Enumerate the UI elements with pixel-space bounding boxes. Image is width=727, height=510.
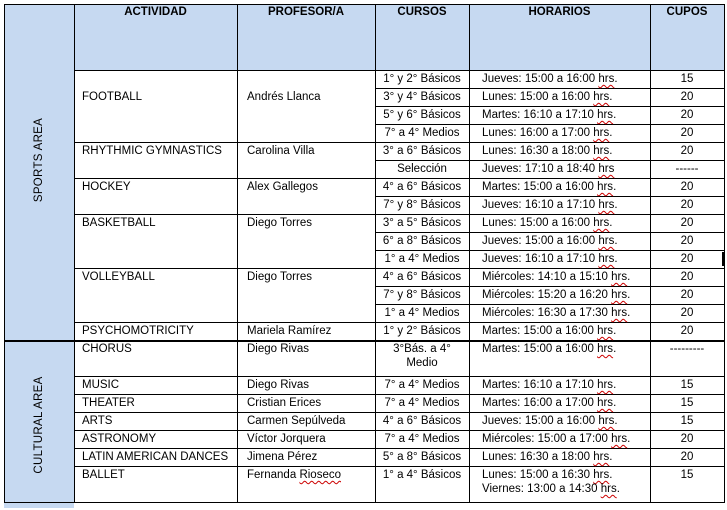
- course-cell: 7° a 4° Medios: [384, 127, 460, 139]
- activity-cell: FOOTBALL: [82, 91, 143, 103]
- header-actividad: ACTIVIDAD: [124, 6, 187, 18]
- row-line: [375, 160, 724, 161]
- sports-area-label: SPORTS AREA: [33, 117, 45, 203]
- cupos-cell: 20: [680, 235, 694, 247]
- row-line: [375, 232, 724, 233]
- course-cell: 1° y 2° Básicos: [383, 325, 461, 337]
- row-line: [74, 178, 724, 179]
- cupos-cell: 20: [680, 253, 694, 265]
- header-cursos: CURSOS: [397, 6, 447, 18]
- schedule-cell: [482, 468, 620, 496]
- time-text: Lunes: 16:00 a 17:00: [482, 127, 594, 139]
- time-tail: .: [614, 415, 618, 427]
- schedule-cell: [482, 396, 616, 410]
- time-tail: .: [614, 235, 618, 247]
- time-text: Jueves: 15:00 a 16:00: [482, 235, 599, 247]
- cupos-cell: 20: [680, 217, 694, 229]
- course-cell: 1° a 4° Básicos: [382, 469, 462, 481]
- course-cell: 7° y 8° Básicos: [383, 289, 461, 301]
- activities-schedule-table: [4, 4, 724, 508]
- row-line: [375, 250, 724, 251]
- course-cell: 4° a 6° Básicos: [382, 181, 462, 193]
- time-text: Lunes: 16:30 a 18:00: [482, 451, 594, 463]
- row-line: [375, 88, 724, 89]
- row-line: [74, 394, 724, 395]
- course-cell: 3° y 4° Básicos: [383, 91, 461, 103]
- time-unit: hrs: [593, 469, 610, 481]
- teacher-cell: Jimena Pérez: [247, 451, 318, 463]
- course-cell: 7° a 4° Medios: [384, 397, 460, 409]
- schedule-cell: [482, 324, 616, 338]
- course-cell: 1° y 2° Básicos: [383, 73, 461, 85]
- schedule-cell: [482, 162, 614, 176]
- table-bottom-border: [4, 502, 724, 503]
- time-tail: .: [609, 451, 613, 463]
- activity-cell: VOLLEYBALL: [82, 271, 155, 283]
- time-tail: .: [614, 199, 618, 211]
- cupos-cell: 20: [680, 271, 694, 283]
- course-cell: 7° a 4° Medios: [384, 433, 460, 445]
- column-separator: [469, 4, 470, 502]
- schedule-cell: [482, 108, 616, 122]
- time-unit: hrs: [598, 73, 615, 85]
- schedule-cell: [482, 252, 618, 266]
- activity-cell: HOCKEY: [82, 181, 131, 193]
- row-line: [74, 268, 724, 269]
- time-tail: .: [613, 181, 617, 193]
- teacher-cell: Alex Gallegos: [247, 181, 318, 193]
- cupos-cell: 20: [680, 109, 694, 121]
- time-text: Miércoles: 16:30 a 17:30: [482, 307, 612, 319]
- teacher-cell: Diego Rivas: [247, 343, 309, 355]
- time-unit: hrs: [611, 433, 628, 445]
- row-line: [375, 196, 724, 197]
- course-cell: 5° a 8° Básicos: [382, 451, 462, 463]
- time-unit: hrs: [593, 451, 610, 463]
- time-unit: hrs: [598, 415, 615, 427]
- course-cell: 6° a 8° Básicos: [382, 235, 462, 247]
- cupos-cell: 20: [680, 451, 694, 463]
- time-text: Jueves: 15:00 a 16:00: [482, 415, 599, 427]
- row-line: [74, 214, 724, 215]
- schedule-cell: [482, 234, 618, 248]
- time-unit: hrs: [597, 379, 614, 391]
- teacher-surname: Rioseco: [299, 469, 341, 481]
- header-horarios: HORARIOS: [528, 6, 591, 18]
- teacher-cell: Cristian Erices: [247, 397, 322, 409]
- time-tail: .: [613, 397, 617, 409]
- time-tail: .: [627, 433, 631, 445]
- activity-cell: BALLET: [82, 469, 125, 481]
- cupos-cell: 15: [680, 397, 694, 409]
- cupos-cell: 20: [680, 325, 694, 337]
- time-text: Martes: 15:00 a 16:00: [482, 181, 598, 193]
- column-separator: [74, 4, 75, 502]
- activity-cell: BASKETBALL: [82, 217, 156, 229]
- activity-cell: MUSIC: [82, 379, 120, 391]
- time-text: Miércoles: 15:00 a 17:00: [482, 433, 612, 445]
- time-unit: hrs: [593, 127, 610, 139]
- cupos-cell: 15: [680, 73, 694, 85]
- table-right-border: [724, 4, 725, 503]
- activity-cell: LATIN AMERICAN DANCES: [82, 451, 229, 463]
- time-unit: hrs: [598, 253, 615, 265]
- row-line: [74, 448, 724, 449]
- time-unit: hrs: [597, 109, 614, 121]
- schedule-cell: [482, 342, 616, 356]
- time-unit: hrs: [597, 325, 614, 337]
- schedule-cell: [482, 270, 630, 284]
- activity-cell: PSYCHOMOTRICITY: [82, 325, 194, 337]
- cupos-cell: 20: [680, 181, 694, 193]
- row-line: [74, 376, 724, 377]
- time-text: Viernes: 13:00 a 14:30: [482, 483, 601, 495]
- table-top-border: [4, 4, 724, 5]
- schedule-cell: [482, 378, 616, 392]
- schedule-cell: [482, 450, 612, 464]
- time-text: Miércoles: 15:20 a 16:20: [482, 289, 612, 301]
- course-cell: 7° y 8° Básicos: [383, 199, 461, 211]
- schedule-cell: [482, 288, 630, 302]
- time-unit: hrs: [600, 483, 617, 495]
- time-tail: .: [609, 127, 613, 139]
- time-unit: hrs: [598, 163, 615, 175]
- table-left-border: [4, 4, 5, 502]
- course-cell: Selección: [397, 163, 447, 175]
- teacher-cell: Diego Rivas: [247, 379, 309, 391]
- time-unit: hrs: [598, 199, 615, 211]
- cupos-cell: 20: [680, 127, 694, 139]
- schedule-cell: [482, 414, 618, 428]
- cupos-cell: 20: [680, 307, 694, 319]
- row-line: [74, 142, 724, 143]
- row-line: [375, 124, 724, 125]
- time-unit: hrs: [597, 181, 614, 193]
- time-tail: .: [609, 469, 613, 481]
- time-text: Lunes: 15:00 a 16:00: [482, 91, 594, 103]
- time-unit: hrs: [593, 217, 610, 229]
- schedule-cell: [482, 180, 616, 194]
- time-text: Jueves: 16:10 a 17:10: [482, 199, 599, 211]
- course-cell: 1° a 4° Medios: [384, 253, 460, 265]
- time-text: Martes: 16:10 a 17:10: [482, 379, 598, 391]
- cultural-area-label: CULTURAL AREA: [33, 376, 45, 474]
- time-tail: .: [609, 91, 613, 103]
- time-text: Jueves: 16:10 a 17:10: [482, 253, 599, 265]
- cupos-cell: 15: [680, 469, 694, 481]
- time-text: Martes: 16:00 a 17:00: [482, 397, 598, 409]
- cupos-cell: ---------: [669, 343, 705, 355]
- row-line: [74, 430, 724, 431]
- cupos-cell: ------: [675, 163, 699, 175]
- course-cell: 3° a 5° Básicos: [382, 217, 462, 229]
- activity-cell: THEATER: [82, 397, 135, 409]
- time-tail: .: [613, 109, 617, 121]
- time-unit: hrs: [611, 271, 628, 283]
- time-tail: .: [627, 307, 631, 319]
- cupos-cell: 15: [680, 379, 694, 391]
- row-line: [74, 466, 724, 467]
- header-profesor: PROFESOR/A: [267, 6, 345, 18]
- cupos-cell: 20: [680, 433, 694, 445]
- time-tail: .: [609, 217, 613, 229]
- teacher-cell: Andrés Llanca: [247, 91, 321, 103]
- time-tail: .: [627, 289, 631, 301]
- activity-cell: RHYTHMIC GYMNASTICS: [82, 145, 222, 157]
- cupos-cell: 20: [680, 199, 694, 211]
- cupos-cell: 20: [680, 289, 694, 301]
- time-unit: hrs: [593, 145, 610, 157]
- course-cell: 7° a 4° Medios: [384, 379, 460, 391]
- time-tail: .: [613, 379, 617, 391]
- time-tail: .: [627, 271, 631, 283]
- row-line: [74, 412, 724, 413]
- schedule-cell: [482, 72, 618, 86]
- course-cell: 4° a 6° Básicos: [382, 271, 462, 283]
- time-tail: .: [613, 325, 617, 337]
- row-line: [74, 322, 724, 323]
- header-cupos: CUPOS: [666, 6, 708, 18]
- schedule-cell: [482, 126, 612, 140]
- activity-cell: ASTRONOMY: [82, 433, 157, 445]
- time-text: Martes: 16:10 a 17:10: [482, 109, 598, 121]
- cupos-cell: 15: [680, 415, 694, 427]
- cupos-cell: 20: [680, 91, 694, 103]
- time-text: Lunes: 16:30 a 18:00: [482, 145, 594, 157]
- time-unit: hrs: [598, 235, 615, 247]
- schedule-cell: [482, 198, 618, 212]
- activity-cell: ARTS: [82, 415, 113, 427]
- time-text: Lunes: 15:00 a 16:00: [482, 217, 594, 229]
- time-unit: hrs: [597, 397, 614, 409]
- header-bottom-line: [74, 70, 724, 71]
- time-tail: .: [614, 73, 618, 85]
- row-line: [375, 106, 724, 107]
- teacher-cell: Diego Torres: [247, 271, 312, 283]
- time-unit: hrs: [611, 289, 628, 301]
- course-cell: 3°Bás. a 4° Medio: [393, 343, 451, 369]
- time-unit: hrs: [597, 343, 614, 355]
- activity-cell: CHORUS: [82, 343, 132, 355]
- time-text: Jueves: 17:10 a 18:40: [482, 163, 599, 175]
- teacher-cell: Carmen Sepúlveda: [247, 415, 346, 427]
- teacher-cell: Fernanda Rioseco: [247, 469, 341, 481]
- teacher-cell: Mariela Ramírez: [247, 325, 332, 337]
- teacher-cell: Carolina Villa: [247, 145, 315, 157]
- teacher-cell: Víctor Jorquera: [247, 433, 326, 445]
- teacher-cell: Diego Torres: [247, 217, 312, 229]
- time-unit: hrs: [593, 91, 610, 103]
- time-unit: hrs: [611, 307, 628, 319]
- time-text: Jueves: 15:00 a 16:00: [482, 73, 599, 85]
- schedule-cell: [482, 306, 630, 320]
- time-text: Miércoles: 14:10 a 15:10: [482, 271, 612, 283]
- course-cell: 1° a 4° Medios: [384, 307, 460, 319]
- schedule-cell: [482, 90, 612, 104]
- course-cell: 4° a 6° Básicos: [382, 415, 462, 427]
- schedule-cell: [482, 144, 612, 158]
- time-text: Lunes: 15:00 a 16:30: [482, 469, 594, 481]
- row-line: [375, 304, 724, 305]
- cupos-cell: 20: [680, 145, 694, 157]
- time-tail: .: [613, 343, 617, 355]
- course-cell: 3° a 6° Básicos: [382, 145, 462, 157]
- time-tail: .: [614, 253, 618, 265]
- column-separator: [237, 4, 238, 502]
- time-text: Martes: 15:00 a 16:00: [482, 325, 598, 337]
- schedule-cell: [482, 432, 630, 446]
- schedule-cell: [482, 216, 612, 230]
- time-text: Martes: 15:00 a 16:00: [482, 343, 598, 355]
- row-line: [375, 286, 724, 287]
- course-cell: 5° y 6° Básicos: [383, 109, 461, 121]
- time-tail: .: [609, 145, 613, 157]
- time-tail: .: [616, 483, 620, 495]
- text-cursor-marker: [722, 252, 724, 266]
